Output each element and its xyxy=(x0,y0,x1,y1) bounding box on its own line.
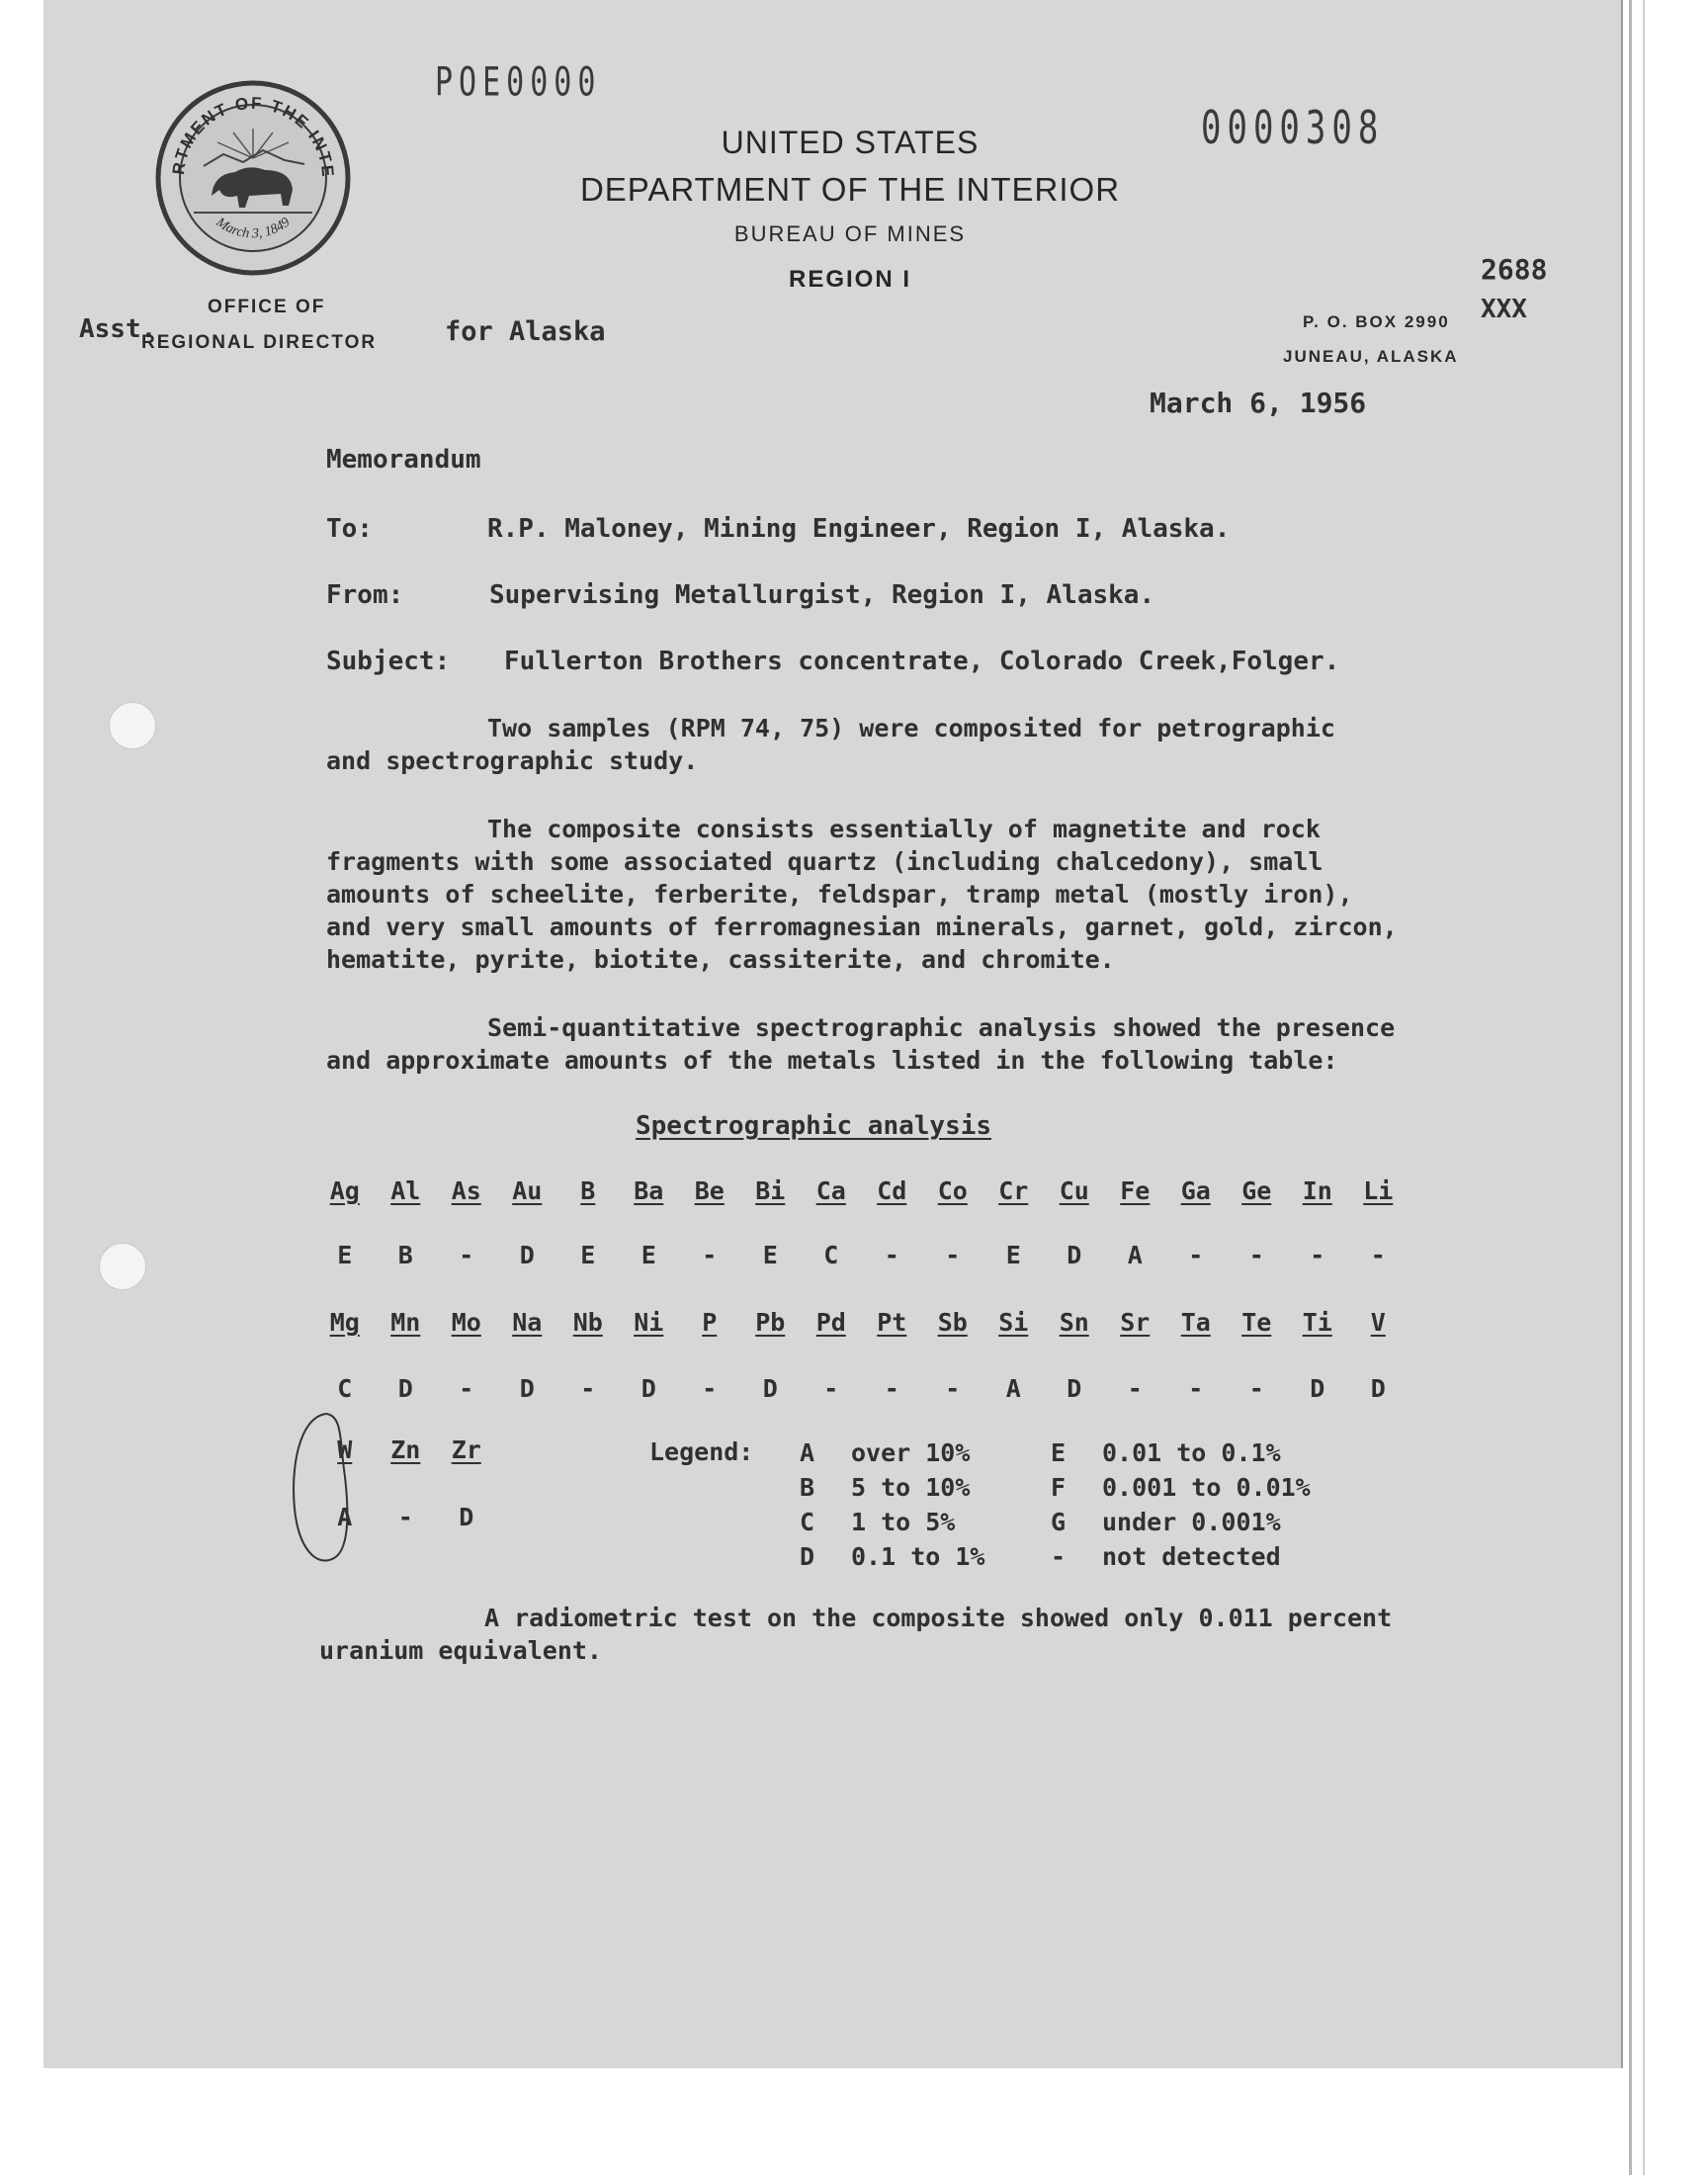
legend-code: - xyxy=(1051,1542,1067,1571)
letterhead-region: REGION I xyxy=(788,266,911,293)
element-symbol: Fe xyxy=(1120,1176,1151,1205)
element-value: B xyxy=(397,1241,413,1269)
element-symbol: Al xyxy=(390,1176,421,1205)
element-symbol: As xyxy=(451,1176,481,1205)
element-row-1 xyxy=(314,1176,1409,1205)
paragraph-line: A radiometric test on the composite showed only 0.011 percent xyxy=(484,1604,1393,1632)
element-value: - xyxy=(884,1374,899,1403)
element-value: - xyxy=(459,1374,474,1403)
element-symbol: V xyxy=(1370,1308,1386,1337)
po-box-overtype-x: XXX xyxy=(1481,295,1527,324)
element-symbol: Cd xyxy=(877,1176,907,1205)
element-symbol: Sr xyxy=(1120,1308,1151,1337)
element-symbol: Ti xyxy=(1302,1308,1332,1337)
legend-code: F xyxy=(1051,1473,1067,1502)
element-value: E xyxy=(337,1241,353,1269)
legend-row xyxy=(799,1436,1312,1470)
element-symbol: Mo xyxy=(451,1308,481,1337)
legend-left-column xyxy=(799,1436,1312,1574)
element-symbol: Nb xyxy=(572,1308,603,1337)
element-symbol: Zn xyxy=(390,1436,421,1464)
element-symbol: Pb xyxy=(755,1308,786,1337)
paragraph-line: hematite, pyrite, biotite, cassiterite, and chromite. xyxy=(326,945,1115,974)
letterhead-united-states: UNITED STATES xyxy=(721,125,980,160)
legend-desc: under 0.001% xyxy=(1102,1508,1281,1536)
element-value: - xyxy=(884,1241,899,1269)
element-value: A xyxy=(1005,1374,1021,1403)
po-box-label: P. O. BOX 2990 xyxy=(1303,312,1450,331)
element-symbol: Mg xyxy=(329,1308,360,1337)
stamp-number-left: POE0000 xyxy=(435,59,602,107)
for-alaska-typed: for Alaska xyxy=(445,316,606,347)
svg-text:March 3, 1849: March 3, 1849 xyxy=(213,215,294,242)
element-symbol: Bi xyxy=(755,1176,786,1205)
element-value: E xyxy=(762,1241,778,1269)
paragraph-line: Semi-quantitative spectrographic analysis showed the presence xyxy=(487,1013,1396,1042)
legend-desc: not detected xyxy=(1102,1542,1281,1571)
letterhead-department: DEPARTMENT OF THE INTERIOR xyxy=(579,171,1121,208)
legend-code: B xyxy=(800,1473,815,1502)
element-symbol: Cu xyxy=(1059,1176,1089,1205)
element-row-2 xyxy=(314,1308,1409,1337)
element-value: - xyxy=(397,1503,413,1531)
to-label: To: xyxy=(326,514,373,544)
element-value: E xyxy=(580,1241,596,1269)
element-value: - xyxy=(1248,1374,1264,1403)
element-value: E xyxy=(640,1241,656,1269)
element-value: C xyxy=(823,1241,839,1269)
paragraph-line: uranium equivalent. xyxy=(319,1636,602,1665)
element-value: D xyxy=(762,1374,778,1403)
element-value: D xyxy=(519,1374,535,1403)
element-value: - xyxy=(580,1374,596,1403)
element-symbol: Ba xyxy=(634,1176,664,1205)
element-value: D xyxy=(397,1374,413,1403)
legend-desc: 0.01 to 0.1% xyxy=(1102,1438,1281,1467)
stamp-number-right: 0000308 xyxy=(1201,102,1385,155)
from-label: From: xyxy=(326,580,404,610)
legend-desc: 0.1 to 1% xyxy=(851,1542,985,1571)
department-seal xyxy=(154,79,352,277)
element-value: D xyxy=(519,1241,535,1269)
paragraph-line: and approximate amounts of the metals listed in the following table: xyxy=(326,1046,1338,1075)
element-symbol: P xyxy=(702,1308,718,1337)
from-value: Supervising Metallurgist, Region I, Alaska. xyxy=(489,580,1155,610)
element-value: - xyxy=(1248,1241,1264,1269)
element-symbol: Te xyxy=(1241,1308,1272,1337)
element-value: A xyxy=(337,1503,353,1531)
po-box-overtype-number: 2688 xyxy=(1481,253,1548,286)
element-symbol: Ge xyxy=(1241,1176,1272,1205)
element-value: - xyxy=(945,1374,961,1403)
paragraph-line: and very small amounts of ferromagnesian minerals, garnet, gold, zircon, xyxy=(326,913,1398,941)
element-symbol: Pt xyxy=(877,1308,907,1337)
memo-date: March 6, 1956 xyxy=(1150,387,1367,419)
element-symbol: Mn xyxy=(390,1308,421,1337)
element-value: - xyxy=(459,1241,474,1269)
element-symbol: W xyxy=(337,1436,353,1464)
element-symbol: Sb xyxy=(937,1308,968,1337)
regional-director-label: REGIONAL DIRECTOR xyxy=(141,332,378,353)
element-value: D xyxy=(1067,1241,1082,1269)
element-value: - xyxy=(1188,1374,1204,1403)
analysis-title: Spectrographic analysis xyxy=(636,1111,992,1141)
legend-row xyxy=(799,1470,1312,1505)
element-value: D xyxy=(459,1503,474,1531)
page-edge xyxy=(1643,0,1645,2175)
subject-value: Fullerton Brothers concentrate, Colorado Creek,Folger. xyxy=(504,647,1340,676)
element-value: - xyxy=(945,1241,961,1269)
element-symbol: Au xyxy=(512,1176,543,1205)
element-symbol: Co xyxy=(937,1176,968,1205)
element-value: - xyxy=(702,1374,718,1403)
paragraph-line: The composite consists essentially of magnetite and rock xyxy=(487,815,1321,843)
memo-title: Memorandum xyxy=(326,445,481,475)
legend-label: Legend: xyxy=(649,1437,754,1466)
element-value: D xyxy=(1370,1374,1386,1403)
element-value: - xyxy=(1370,1241,1386,1269)
legend-row xyxy=(799,1539,1312,1574)
element-value: - xyxy=(1127,1374,1143,1403)
element-value: D xyxy=(1310,1374,1325,1403)
element-symbol: In xyxy=(1302,1176,1332,1205)
element-value: D xyxy=(640,1374,656,1403)
element-symbol: Ag xyxy=(329,1176,360,1205)
element-symbol: Sn xyxy=(1059,1308,1089,1337)
paragraph-line: fragments with some associated quartz (including chalcedony), small xyxy=(326,847,1324,876)
page-edge xyxy=(1629,0,1632,2175)
element-value: E xyxy=(1005,1241,1021,1269)
element-symbol: Cr xyxy=(998,1176,1029,1205)
to-value: R.P. Maloney, Mining Engineer, Region I, Alaska. xyxy=(487,514,1231,544)
paragraph-line: and spectrographic study. xyxy=(326,746,699,775)
element-symbol: Pd xyxy=(815,1308,846,1337)
element-symbol: Li xyxy=(1363,1176,1394,1205)
element-symbol: Zr xyxy=(451,1436,481,1464)
element-symbol: B xyxy=(580,1176,596,1205)
handdrawn-circle xyxy=(287,1410,358,1568)
element-value: - xyxy=(823,1374,839,1403)
punch-hole xyxy=(109,702,156,749)
element-value: - xyxy=(1310,1241,1325,1269)
element-value: - xyxy=(702,1241,718,1269)
element-value: C xyxy=(337,1374,353,1403)
paragraph-line: Two samples (RPM 74, 75) were composited for petrographic xyxy=(487,714,1335,742)
element-symbol: Na xyxy=(512,1308,543,1337)
element-symbol: Be xyxy=(694,1176,725,1205)
element-symbol: Si xyxy=(998,1308,1029,1337)
city-label: JUNEAU, ALASKA xyxy=(1283,347,1459,366)
value-row-1 xyxy=(314,1241,1409,1269)
punch-hole xyxy=(99,1243,146,1290)
element-value: - xyxy=(1188,1241,1204,1269)
element-symbol: Ni xyxy=(634,1308,664,1337)
letterhead-bureau: BUREAU OF MINES xyxy=(733,221,967,246)
legend-code: G xyxy=(1051,1508,1067,1536)
legend-code: E xyxy=(1051,1438,1067,1467)
element-symbol: Ga xyxy=(1180,1176,1211,1205)
subject-label: Subject: xyxy=(326,647,451,676)
legend-code: A xyxy=(800,1438,815,1467)
legend-code: C xyxy=(800,1508,815,1536)
element-symbol: Ta xyxy=(1180,1308,1211,1337)
legend-row xyxy=(799,1505,1312,1539)
svg-text:DEPARTMENT OF THE INTERIOR: RTMENT OF THE INTE xyxy=(168,93,338,180)
legend-desc: over 10% xyxy=(851,1438,971,1467)
legend-code: D xyxy=(800,1542,815,1571)
element-symbol: Ca xyxy=(815,1176,846,1205)
element-value: A xyxy=(1127,1241,1143,1269)
office-of-label: OFFICE OF xyxy=(208,297,326,317)
paragraph-line: amounts of scheelite, ferberite, feldspar, tramp metal (mostly iron), xyxy=(326,880,1353,909)
element-value: D xyxy=(1067,1374,1082,1403)
asst-typed: Asst. xyxy=(79,314,157,344)
legend-desc: 5 to 10% xyxy=(851,1473,971,1502)
legend-desc: 1 to 5% xyxy=(851,1508,956,1536)
legend-desc: 0.001 to 0.01% xyxy=(1102,1473,1311,1502)
value-row-2 xyxy=(314,1374,1409,1403)
seal-icon xyxy=(154,79,352,277)
